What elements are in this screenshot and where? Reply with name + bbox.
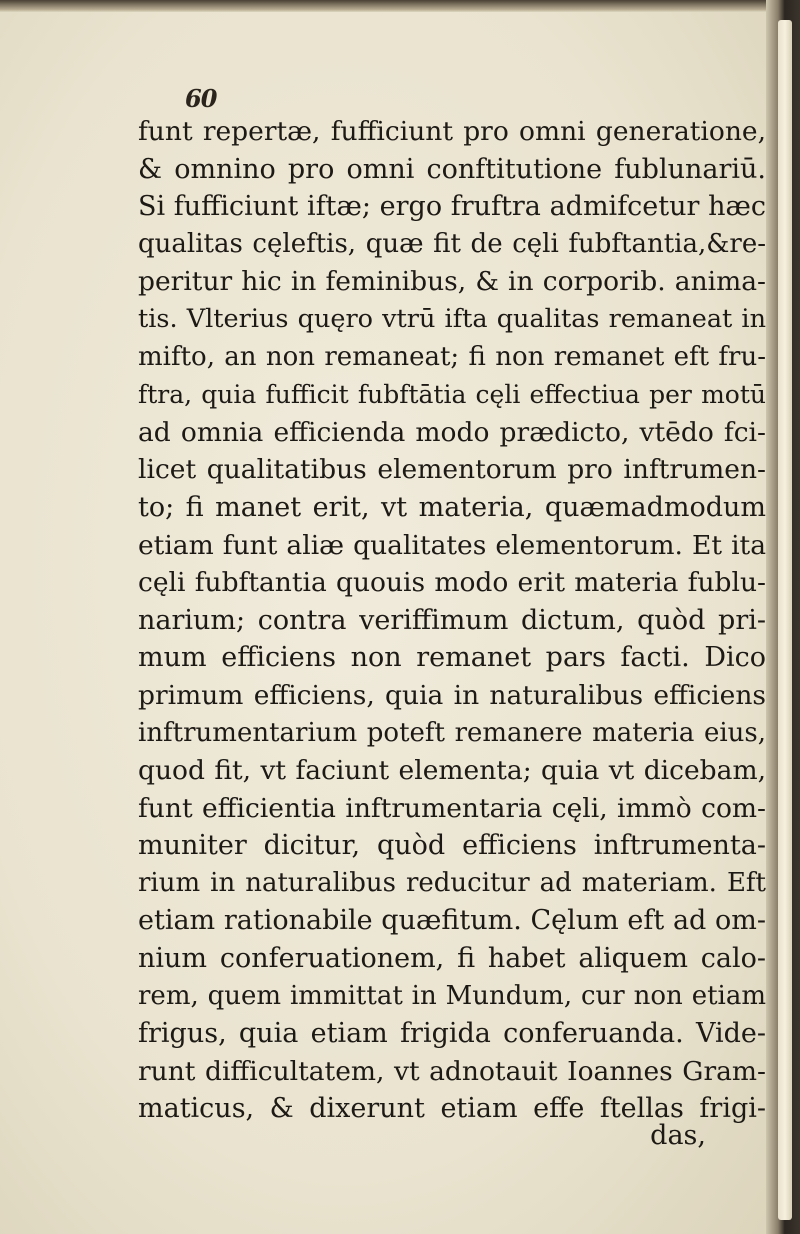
text-line: cęli fubftantia quouis modo erit materia fublu- bbox=[138, 567, 766, 599]
text-line: nium conferuationem, fi habet aliquem calo- bbox=[138, 943, 766, 975]
text-line: mum efficiens non remanet pars facti. Dico bbox=[138, 642, 766, 674]
text-line: funt efficientia inftrumentaria cęli, immò com- bbox=[138, 792, 766, 824]
book-page bbox=[0, 12, 766, 1234]
text-line: qualitas cęleftis, quæ fit de cęli fubftantia,&re- bbox=[138, 228, 766, 259]
spine-paper-edge bbox=[778, 20, 792, 1220]
text-line: rium in naturalibus reducitur ad materiam. Eft bbox=[138, 867, 766, 898]
book-spine bbox=[766, 0, 800, 1234]
text-line: primum efficiens, quia in naturalibus efficiens bbox=[138, 679, 766, 711]
text-line: ftra, quia fufficit fubftātia cęli effectiua per motū bbox=[138, 380, 766, 410]
text-line: maticus, & dixerunt etiam effe ftellas frigi- bbox=[138, 1093, 766, 1125]
text-line: peritur hic in feminibus, & in corporib. anima- bbox=[138, 266, 766, 298]
text-line: runt difficultatem, vt adnotauit Ioannes Gram- bbox=[138, 1055, 766, 1087]
text-line: ad omnia efficienda modo prædicto, vtēdo fci- bbox=[138, 416, 766, 448]
text-line: mifto, an non remaneat; fi non remanet eft fru- bbox=[138, 341, 766, 372]
catchword: das, bbox=[650, 1120, 706, 1151]
text-line: funt repertæ, fufficiunt pro omni generatione, bbox=[138, 116, 766, 147]
text-line: quod fit, vt faciunt elementa; quia vt dicebam, bbox=[138, 755, 766, 787]
text-line: Si fufficiunt iftæ; ergo fruftra admifcetur hæc bbox=[138, 191, 766, 223]
text-line: etiam funt aliæ qualitates elementorum. Et ita bbox=[138, 529, 766, 561]
text-line: frigus, quia etiam frigida conferuanda. Vide- bbox=[138, 1018, 766, 1050]
text-line: rem, quem immittat in Mundum, cur non etiam bbox=[138, 980, 766, 1011]
page-number: 60 bbox=[185, 84, 217, 113]
text-line: licet qualitatibus elementorum pro inftrumen- bbox=[138, 454, 766, 486]
text-line: muniter dicitur, quòd efficiens inftrumenta- bbox=[138, 830, 766, 862]
text-line: inftrumentarium poteft remanere materia eius, bbox=[138, 717, 766, 748]
text-line: to; fi manet erit, vt materia, quæmadmodum bbox=[138, 491, 766, 523]
text-line: narium; contra veriffimum dictum, quòd pri- bbox=[138, 604, 766, 636]
text-line: tis. Vlterius quęro vtrū ifta qualitas remaneat in bbox=[138, 303, 766, 334]
book-top-edge bbox=[0, 0, 800, 12]
text-line: etiam rationabile quæfitum. Cęlum eft ad om- bbox=[138, 905, 766, 937]
page-text-block bbox=[138, 113, 766, 1128]
text-line: & omnino pro omni conftitutione fublunariū. bbox=[138, 153, 766, 185]
